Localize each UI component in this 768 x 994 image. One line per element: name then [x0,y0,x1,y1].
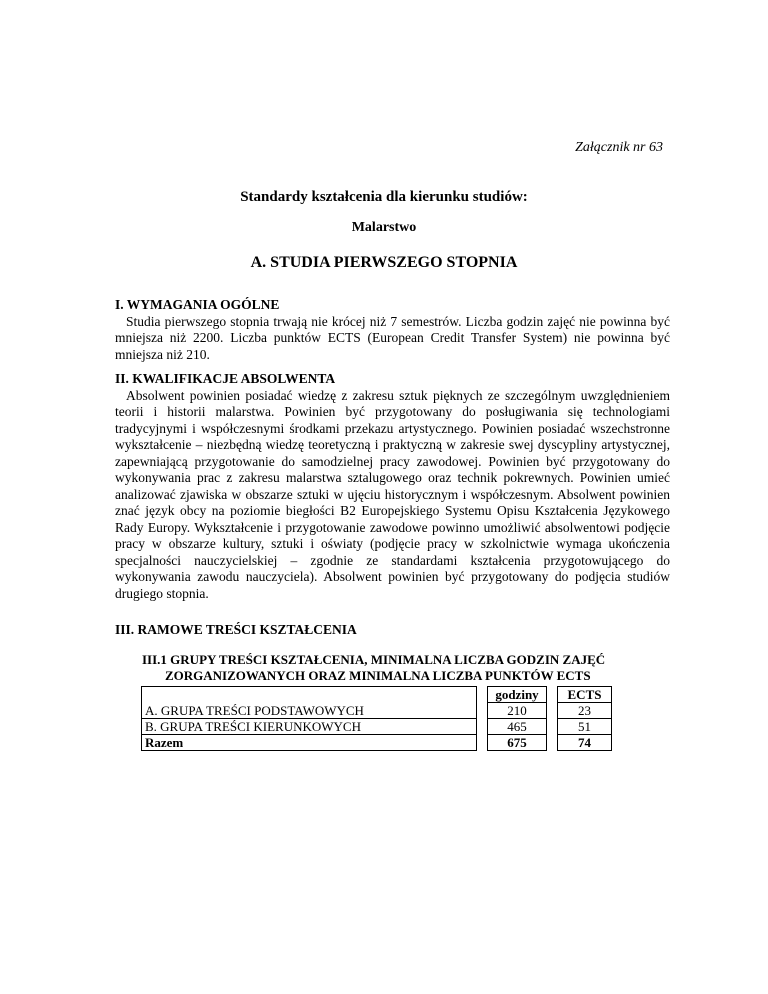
group-ects: 23 [557,703,612,719]
group-name: A. GRUPA TREŚCI PODSTAWOWYCH [141,703,477,719]
section-heading: III. RAMOWE TREŚCI KSZTAŁCENIA [115,622,357,637]
table-row [141,719,612,735]
content-groups-table [141,686,612,751]
table-header-empty [141,686,477,703]
table-header-row [141,686,612,703]
section-heading: I. WYMAGANIA OGÓLNE [115,297,280,312]
section-heading: II. KWALIFIKACJE ABSOLWENTA [115,371,336,386]
document-title: Standardy kształcenia dla kierunku studiów: [240,189,528,205]
study-level-heading: A. STUDIA PIERWSZEGO STOPNIA [250,254,518,271]
section-text: Absolwent powinien posiadać wiedzę z zakresu sztuk pięknych ze szczególnym uwzględnieniem teorii i historii malarstwa. Powinien być przygotowany do posługiwania się technologiami tradycyjnymi i współczesnymi środkami przekazu artystycznego. Powinien posiadać wszechstronne wykształcenie – niezbędną wiedzę teoretyczną i praktyczną w zakresie swej dyscypliny artystycznej, zapewniającą przygotowanie do samodzielnej pracy zawodowej. Powinien być przygotowany do wykonywania prac z zakresu malarstwa sztalugowego oraz technik pokrewnych. Powinien umieć analizować zjawiska w obszarze sztuki w ujęciu historycznym i współczesnym. Absolwent powinien znać język obcy na poziomie biegłości B2 Europejskiego Systemu Opisu Kształcenia Językowego Rady Europy. Wykształcenie i przygotowanie zawodowe powinno umożliwić absolwentowi podjęcie pracy w obszarze kultury, sztuki i oświaty (podjęcie pracy w szkolnictwie wymaga ukończenia specjalności nauczycielskiej – zgodnie ze standardami kształcenia przygotowującego do wykonywania zawodu nauczyciela). Absolwent powinien być przygotowany do podjęcia studiów drugiego stopnia. [115,387,670,601]
section-curriculum-content [115,622,670,639]
total-hours: 675 [487,735,547,751]
subsection-heading-line2: ZORGANIZOWANYCH ORAZ MINIMALNA LICZBA PUNKTÓW ECTS [165,668,591,683]
table-total-row [141,735,612,751]
field-of-study: Malarstwo [351,220,417,235]
group-name: B. GRUPA TREŚCI KIERUNKOWYCH [141,719,477,735]
total-ects: 74 [557,735,612,751]
section-text: Studia pierwszego stopnia trwają nie krócej niż 7 semestrów. Liczba godzin zajęć nie powinna być mniejsza niż 2200. Liczba punktów ECTS (European Credit Transfer System) nie powinna być mniejsza niż 210. [115,313,670,362]
group-hours: 210 [487,703,547,719]
table-row [141,703,612,719]
group-hours: 465 [487,719,547,735]
section-graduate-qualifications [115,371,670,602]
hours-header: godziny [487,686,547,703]
ects-header: ECTS [557,686,612,703]
subsection-heading [142,652,662,684]
group-ects: 51 [557,719,612,735]
annex-number: Załącznik nr 63 [575,140,663,155]
subsection-heading-line1: III.1 GRUPY TREŚCI KSZTAŁCENIA, MINIMALNA LICZBA GODZIN ZAJĘĆ [142,652,606,667]
section-general-requirements [115,297,670,363]
total-label: Razem [141,735,477,751]
